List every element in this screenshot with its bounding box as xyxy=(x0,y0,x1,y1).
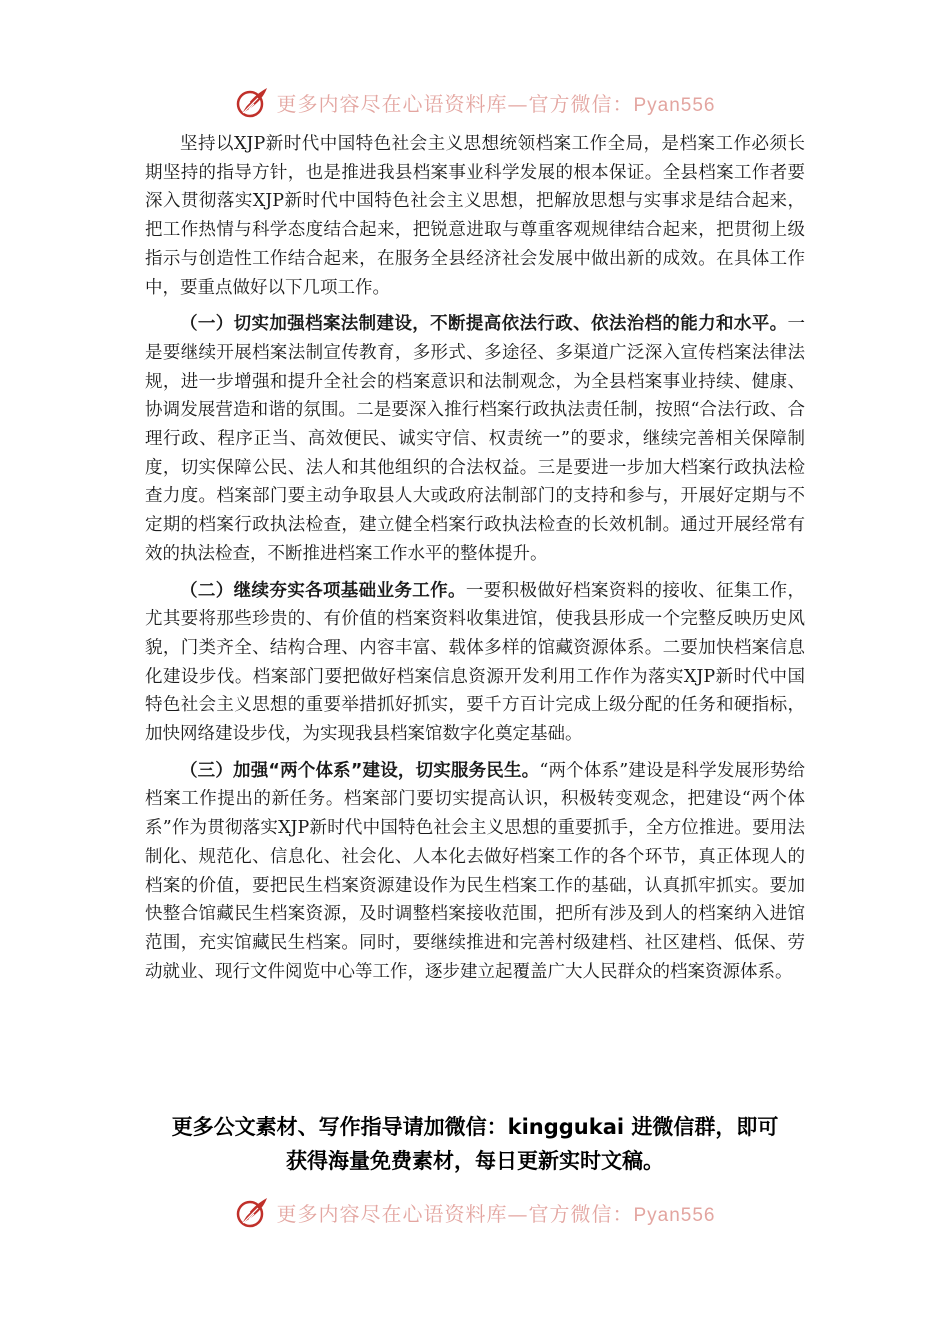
promo-line-1: 更多公文素材、写作指导请加微信：kinggukai 进微信群，即可 xyxy=(171,1115,779,1139)
section-2-text: 一要积极做好档案资料的接收、征集工作，尤其要将那些珍贵的、有价值的档案资料收集进馆，使我县形成一个完整反映历史风貌，门类齐全、结构合理、内容丰富、载体多样的馆藏资源体系。二要加快档案信息化建设步伐。档案部门要把做好档案信息资源开发利用工作作为落实XJP新时代中国特色社会主义思想的重要举措抓好抓实，要千方百计完成上级分配的任务和硬指标，加快网络建设步伐，为实现我县档案馆数字化奠定基础。 xyxy=(145,580,806,745)
section-1-text: 一是要继续开展档案法制宣传教育，多形式、多途径、多渠道广泛深入宣传档案法律法规，进一步增强和提升全社会的档案意识和法制观念，为全县档案事业持续、健康、协调发展营造和谐的氛围。二是要深入推行档案行政执法责任制，按照“合法行政、合理行政、程序正当、高效便民、诚实守信、权责统一”的要求，继续完善相关保障制度，切实保障公民、法人和其他组织的合法权益。三是要进一步加大档案行政执法检查力度。档案部门要主动争取县人大或政府法制部门的支持和参与，开展好定期与不定期的档案行政执法检查，建立健全档案行政执法检查的长效机制。通过开展经常有效的执法检查，不断推进档案工作水平的整体提升。 xyxy=(145,314,805,564)
header-banner-text: 更多内容尽在心语资料库—官方微信：Pyan556 xyxy=(276,91,716,116)
section-2-paragraph xyxy=(145,577,805,749)
section-1-paragraph xyxy=(145,310,805,568)
document-body xyxy=(145,130,805,994)
section-3-paragraph xyxy=(145,757,805,987)
promo-line-2: 获得海量免费素材，每日更新实时文稿。 xyxy=(286,1149,664,1173)
header-banner xyxy=(0,82,950,122)
footer-banner-wechat: Pyan556 xyxy=(633,1204,716,1226)
feather-pen-logo-icon xyxy=(234,84,270,120)
promo-block xyxy=(130,1110,820,1178)
footer-banner-text: 更多内容尽在心语资料库—官方微信：Pyan556 xyxy=(276,1201,716,1226)
intro-paragraph: 坚持以XJP新时代中国特色社会主义思想统领档案工作全局，是档案工作必须长期坚持的指导方针，也是推进我县档案事业科学发展的根本保证。全县档案工作者要深入贯彻落实XJP新时代中国特色社会主义思想，把解放思想与实事求是结合起来，把工作热情与科学态度结合起来，把锐意进取与尊重客观规律结合起来，把贯彻上级指示与创造性工作结合起来，在服务全县经济社会发展中做出新的成效。在具体工作中，要重点做好以下几项工作。 xyxy=(145,134,805,298)
footer-banner xyxy=(0,1192,950,1232)
section-2-heading: （二）继续夯实各项基础业务工作。 xyxy=(180,580,466,601)
header-banner-wechat: Pyan556 xyxy=(633,94,716,116)
section-1-heading: （一）切实加强档案法制建设，不断提高依法行政、依法治档的能力和水平。 xyxy=(180,314,788,335)
section-3-text: “两个体系”建设是科学发展形势给档案工作提出的新任务。档案部门要切实提高认识，积极转变观念，把建设“两个体系”作为贯彻落实XJP新时代中国特色社会主义思想的重要抓手，全方位推进。要用法制化、规范化、信息化、社会化、人本化去做好档案工作的各个环节，真正体现人的档案的价值，要把民生档案资源建设作为民生档案工作的基础，认真抓牢抓实。要加快整合馆藏民生档案资源，及时调整档案接收范围，把所有涉及到人的档案纳入进馆范围，充实馆藏民生档案。同时，要继续推进和完善村级建档、社区建档、低保、劳动就业、现行文件阅览中心等工作，逐步建立起覆盖广大人民群众的档案资源体系。 xyxy=(145,760,805,982)
feather-pen-logo-icon xyxy=(234,1194,270,1230)
section-3-heading: （三）加强“两个体系”建设，切实服务民生。 xyxy=(180,760,540,781)
